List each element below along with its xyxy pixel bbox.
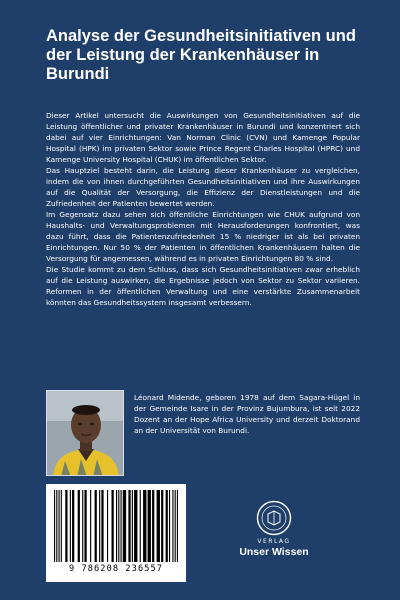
publisher-verlag-label: VERLAG <box>257 538 291 545</box>
barcode-icon <box>54 490 178 562</box>
barcode-bar <box>177 490 178 562</box>
abstract <box>46 110 360 308</box>
author-portrait-icon <box>47 391 124 476</box>
barcode-bar <box>107 490 108 562</box>
publisher-block <box>224 500 324 560</box>
barcode-bar <box>152 490 154 562</box>
barcode-bar <box>82 490 83 562</box>
barcode-bar <box>95 490 97 562</box>
barcode-bar <box>169 490 170 562</box>
book-title: Analyse der Gesundheitsinitiativen und der Leistung der Krankenhäuser in Burundi <box>46 27 356 83</box>
barcode-bar <box>65 490 67 562</box>
isbn-digits: 9 786208 236557 <box>68 564 164 574</box>
barcode-bar <box>59 490 60 562</box>
barcode-bar <box>143 490 146 562</box>
barcode-bar <box>84 490 86 562</box>
publisher-name: Unser Wissen <box>239 546 309 558</box>
barcode-bar <box>140 490 141 562</box>
barcode-bar <box>134 490 137 562</box>
barcode-bar <box>101 490 103 562</box>
barcode-bar <box>132 490 133 562</box>
barcode-bar <box>118 490 119 562</box>
barcode-bar <box>78 490 80 562</box>
publisher-logo-icon <box>256 500 292 536</box>
barcode-bar <box>128 490 130 562</box>
barcode-bar <box>111 490 113 562</box>
barcode-bar <box>121 490 122 562</box>
barcode-bar <box>56 490 57 562</box>
barcode-bar <box>123 490 126 562</box>
barcode-bar <box>54 490 55 562</box>
abstract-paragraph-2: Das Hauptziel besteht darin, die Leistung dieser Krankenhäuser zu vergleichen, indem die von ihnen durchgeführten Gesundheitsinitiativen und ihre Auswirkungen auf die Qualität der Versorgung, die Effizienz der Dienstleistungen und die Zufriedenheit der Patienten bewertet werden. <box>46 166 360 208</box>
author-photo <box>46 390 124 476</box>
author-bio: Léonard Midende, geboren 1978 auf dem Sagara-Hügel in der Gemeinde Isare in der Provinz Bujumbura, ist seit 2022 Dozent an der Hope Africa University und derzeit Doktorand an der Universität von Burundi. <box>134 393 360 435</box>
barcode-bar <box>61 490 62 562</box>
barcode-bar <box>99 490 100 562</box>
abstract-paragraph-3: Im Gegensatz dazu sehen sich öffentliche Einrichtungen wie CHUK aufgrund von Haushalts- und Verwaltungsproblemen mit Herausforderungen konfrontiert, was dazu führt, dass die Patientenzufriedenheit 15 % niedriger ist als bei privaten Einrichtungen. Nur 50 % der Patienten in öffentlichen Krankenhäusern halten die Versorgung für angemessen, während es in privaten Einrichtungen 80 % sind. <box>46 210 360 263</box>
barcode-bar <box>166 490 168 562</box>
barcode-bar <box>172 490 173 562</box>
barcode-bar <box>148 490 151 562</box>
abstract-paragraph-4: Die Studie kommt zu dem Schluss, dass sich Gesundheitsinitiativen zwar erheblich auf die Leistung auswirken, die Ergebnisse jedoch von Sektor zu Sektor variieren. Reformen in der öffentlichen Verwaltung und eine verstärkte Zusammenarbeit könnten das Gesundheitssystem insgesamt verbessern. <box>46 265 360 307</box>
barcode-bar <box>70 490 71 562</box>
barcode-bar <box>161 490 163 562</box>
barcode-bar <box>90 490 91 562</box>
barcode-bar <box>116 490 117 562</box>
isbn-barcode <box>46 484 186 582</box>
barcode-bar <box>157 490 160 562</box>
barcode-bar <box>175 490 176 562</box>
barcode-bar <box>72 490 74 562</box>
abstract-paragraph-1: Dieser Artikel untersucht die Auswirkungen von Gesundheitsinitiativen auf die Leistung öffentlicher und privater Krankenhäuser in Burundi und konzentriert sich dabei auf vier Einrichtungen: Van Norman Clinic (CVN) und Kamenge Popular Hospital (HPK) im privaten Sektor sowie Prince Regent Charles Hospital (HPRC) und Kamenge University Hospital (CHUK) im öffentlichen Sektor. <box>46 111 360 164</box>
